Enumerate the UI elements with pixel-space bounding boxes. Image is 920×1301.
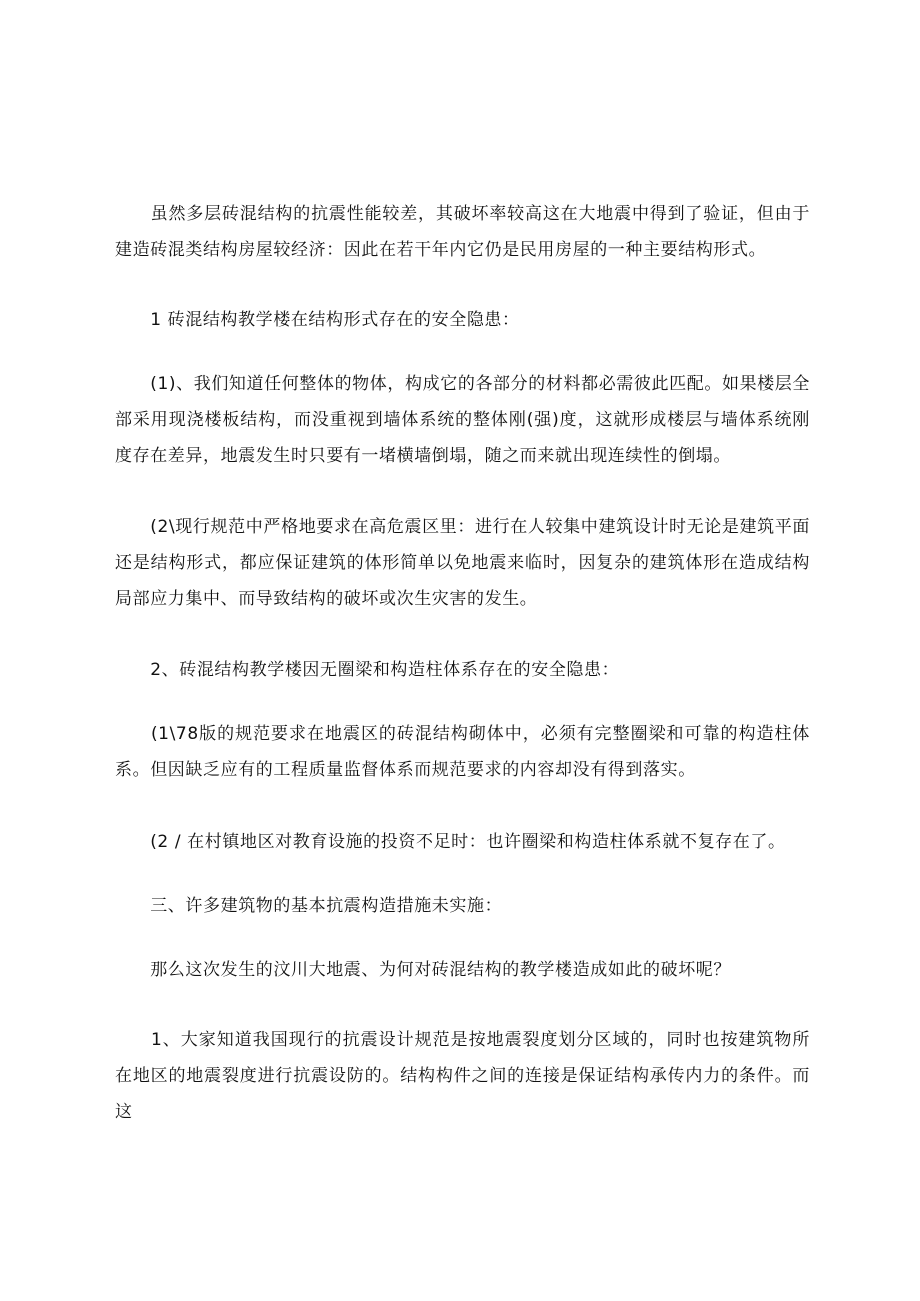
heading-section-3: 三、许多建筑物的基本抗震构造措施未实施： (115, 896, 503, 916)
paragraph-intro: 虽然多层砖混结构的抗震性能较差，其破坏率较高这在大地震中得到了验证，但由于建造砖混类结构房屋较经济：因此在若干年内它仍是民用房屋的一种主要结构形式。 (115, 204, 810, 260)
paragraph-2-2: (2 / 在村镇地区对教育设施的投资不足时：也许圈梁和构造柱体系就不复存在了。 (115, 832, 786, 852)
paragraph-question: 那么这次发生的汶川大地震、为何对砖混结构的教学楼造成如此的破坏呢？ (115, 960, 731, 980)
heading-section-2: 2、砖混结构教学楼因无圈梁和构造柱体系存在的安全隐患： (115, 660, 620, 680)
heading-section-1: 1 砖混结构教学楼在结构形式存在的安全隐患： (115, 310, 520, 330)
paragraph-1-1: (1)、我们知道任何整体的物体，构成它的各部分的材料都必需彼此匹配。如果楼层全部采用现浇楼板结构，而没重视到墙体系统的整体刚(强)度，这就形成楼层与墙体系统刚度存在差异，地震发生时只要有一堵横墙倒塌，随之而来就出现连续性的倒塌。 (115, 374, 810, 466)
paragraph-1-2: (2\现行规范中严格地要求在高危震区里：进行在人较集中建筑设计时无论是建筑平面还是结构形式，都应保证建筑的体形简单以免地震来临时，因复杂的建筑体形在造成结构局部应力集中、而导致结构的破坏或次生灾害的发生。 (115, 517, 810, 609)
paragraph-2-1: (1\78版的规范要求在地震区的砖混结构砌体中，必须有完整圈梁和可靠的构造柱体系。但因缺乏应有的工程质量监督体系而规范要求的内容却没有得到落实。 (115, 724, 810, 780)
paragraph-3-1: 1、大家知道我国现行的抗震设计规范是按地震裂度划分区域的，同时也按建筑物所在地区的地震裂度进行抗震设防的。结构构件之间的连接是保证结构承传内力的条件。而这 (115, 1030, 810, 1122)
